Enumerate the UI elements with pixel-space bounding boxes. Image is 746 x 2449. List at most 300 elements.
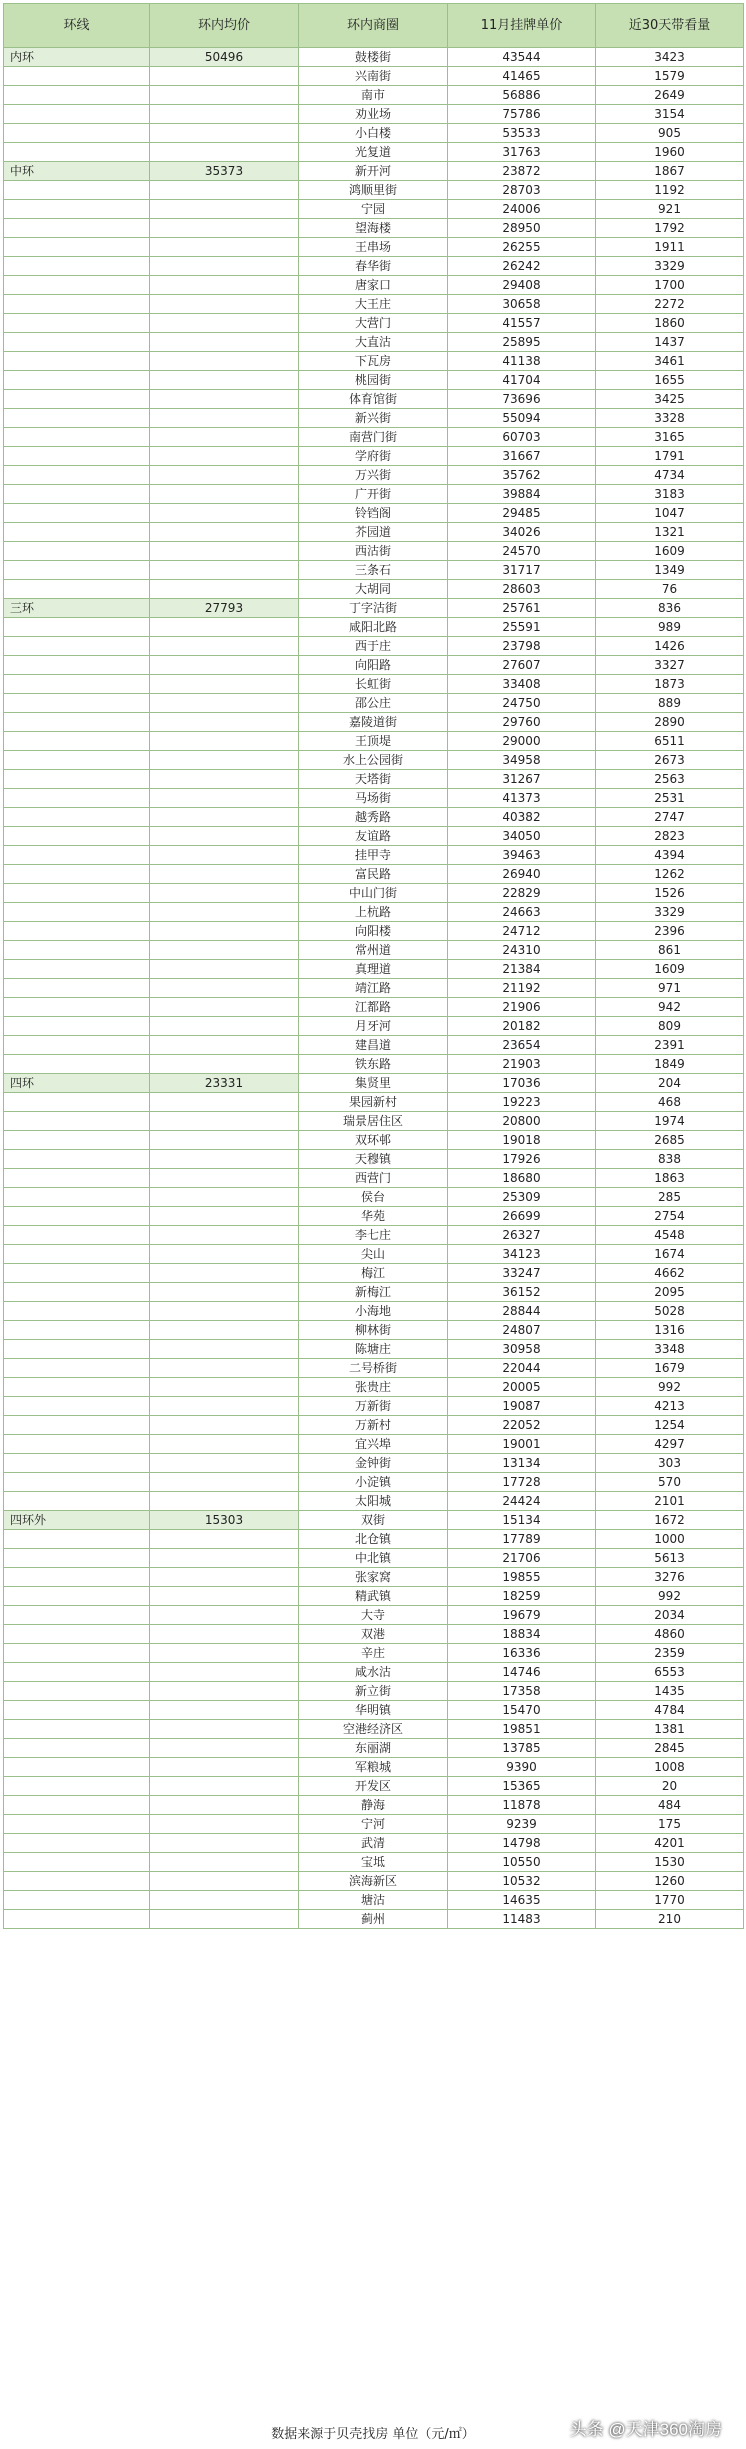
table-row [4, 276, 744, 295]
ring-cell [4, 713, 150, 732]
ring-cell: 中环 [4, 162, 150, 181]
district-cell: 咸水沽 [299, 1663, 448, 1682]
listing-price-cell: 33247 [448, 1264, 596, 1283]
ring-avg-price-cell [150, 1663, 299, 1682]
district-cell: 东丽湖 [299, 1739, 448, 1758]
ring-avg-price-cell [150, 1036, 299, 1055]
district-cell: 西沽街 [299, 542, 448, 561]
viewings-cell: 971 [596, 979, 744, 998]
ring-avg-price-cell [150, 466, 299, 485]
district-cell: 宝坻 [299, 1853, 448, 1872]
ring-cell [4, 1340, 150, 1359]
viewings-cell: 4734 [596, 466, 744, 485]
ring-cell [4, 1283, 150, 1302]
table-row [4, 447, 744, 466]
table-row [4, 1017, 744, 1036]
ring-avg-price-cell [150, 1910, 299, 1929]
table-row [4, 1739, 744, 1758]
ring-cell [4, 580, 150, 599]
district-cell: 友谊路 [299, 827, 448, 846]
listing-price-cell: 22829 [448, 884, 596, 903]
ring-avg-price-cell [150, 1245, 299, 1264]
viewings-cell: 1426 [596, 637, 744, 656]
viewings-cell: 1960 [596, 143, 744, 162]
ring-price-table [3, 3, 744, 1929]
listing-price-cell: 28603 [448, 580, 596, 599]
listing-price-cell: 13785 [448, 1739, 596, 1758]
table-row [4, 1853, 744, 1872]
ring-avg-price-cell [150, 1777, 299, 1796]
ring-cell [4, 409, 150, 428]
ring-cell [4, 618, 150, 637]
ring-avg-price-cell [150, 865, 299, 884]
ring-avg-price-cell [150, 409, 299, 428]
listing-price-cell: 35762 [448, 466, 596, 485]
district-cell: 西于庄 [299, 637, 448, 656]
listing-price-cell: 41373 [448, 789, 596, 808]
viewings-cell: 175 [596, 1815, 744, 1834]
listing-price-cell: 10550 [448, 1853, 596, 1872]
viewings-cell: 6553 [596, 1663, 744, 1682]
viewings-cell: 1254 [596, 1416, 744, 1435]
district-cell: 王顶堤 [299, 732, 448, 751]
district-cell: 铁东路 [299, 1055, 448, 1074]
district-cell: 新兴街 [299, 409, 448, 428]
district-cell: 丁字沽街 [299, 599, 448, 618]
table-row [4, 523, 744, 542]
listing-price-cell: 17728 [448, 1473, 596, 1492]
district-cell: 双港 [299, 1625, 448, 1644]
ring-avg-price-cell [150, 1454, 299, 1473]
ring-avg-price-cell [150, 1150, 299, 1169]
listing-price-cell: 22044 [448, 1359, 596, 1378]
viewings-cell: 3183 [596, 485, 744, 504]
table-row [4, 466, 744, 485]
listing-price-cell: 31763 [448, 143, 596, 162]
ring-avg-price-cell: 23331 [150, 1074, 299, 1093]
viewings-cell: 1849 [596, 1055, 744, 1074]
viewings-cell: 1672 [596, 1511, 744, 1530]
ring-cell [4, 200, 150, 219]
ring-avg-price-cell [150, 1625, 299, 1644]
listing-price-cell: 28703 [448, 181, 596, 200]
listing-price-cell: 19679 [448, 1606, 596, 1625]
ring-avg-price-cell [150, 333, 299, 352]
table-row [4, 1283, 744, 1302]
table-row [4, 1378, 744, 1397]
viewings-cell: 1674 [596, 1245, 744, 1264]
table-row [4, 162, 744, 181]
ring-avg-price-cell [150, 561, 299, 580]
district-cell: 武清 [299, 1834, 448, 1853]
district-cell: 华苑 [299, 1207, 448, 1226]
listing-price-cell: 20005 [448, 1378, 596, 1397]
viewings-cell: 1770 [596, 1891, 744, 1910]
listing-price-cell: 21192 [448, 979, 596, 998]
listing-price-cell: 24750 [448, 694, 596, 713]
listing-price-cell: 15134 [448, 1511, 596, 1530]
ring-avg-price-cell [150, 295, 299, 314]
ring-cell [4, 1378, 150, 1397]
district-cell: 梅江 [299, 1264, 448, 1283]
ring-avg-price-cell [150, 390, 299, 409]
table-row [4, 1530, 744, 1549]
ring-cell [4, 1188, 150, 1207]
district-cell: 金钟街 [299, 1454, 448, 1473]
ring-cell [4, 998, 150, 1017]
district-cell: 鼓楼街 [299, 48, 448, 67]
district-cell: 静海 [299, 1796, 448, 1815]
table-row [4, 618, 744, 637]
ring-cell [4, 1454, 150, 1473]
table-row [4, 1872, 744, 1891]
listing-price-cell: 19001 [448, 1435, 596, 1454]
table-row [4, 542, 744, 561]
table-row [4, 789, 744, 808]
ring-cell [4, 1093, 150, 1112]
district-cell: 南营门街 [299, 428, 448, 447]
district-cell: 新开河 [299, 162, 448, 181]
listing-price-cell: 18259 [448, 1587, 596, 1606]
ring-cell [4, 504, 150, 523]
ring-cell [4, 428, 150, 447]
district-cell: 果园新村 [299, 1093, 448, 1112]
listing-price-cell: 14635 [448, 1891, 596, 1910]
listing-price-cell: 11483 [448, 1910, 596, 1929]
viewings-cell: 861 [596, 941, 744, 960]
table-row [4, 1587, 744, 1606]
district-cell: 大直沽 [299, 333, 448, 352]
listing-price-cell: 26327 [448, 1226, 596, 1245]
table-row [4, 770, 744, 789]
district-cell: 柳林街 [299, 1321, 448, 1340]
ring-cell [4, 257, 150, 276]
ring-avg-price-cell [150, 922, 299, 941]
ring-avg-price-cell [150, 1549, 299, 1568]
district-cell: 天穆镇 [299, 1150, 448, 1169]
table-row [4, 371, 744, 390]
viewings-cell: 836 [596, 599, 744, 618]
viewings-cell: 4662 [596, 1264, 744, 1283]
district-cell: 北仓镇 [299, 1530, 448, 1549]
listing-price-cell: 23798 [448, 637, 596, 656]
listing-price-cell: 28950 [448, 219, 596, 238]
table-row [4, 561, 744, 580]
ring-cell [4, 1758, 150, 1777]
ring-cell [4, 884, 150, 903]
listing-price-cell: 73696 [448, 390, 596, 409]
district-cell: 集贤里 [299, 1074, 448, 1093]
viewings-cell: 1974 [596, 1112, 744, 1131]
district-cell: 挂甲寺 [299, 846, 448, 865]
table-row [4, 751, 744, 770]
table-row [4, 1169, 744, 1188]
district-cell: 水上公园街 [299, 751, 448, 770]
ring-avg-price-cell [150, 1815, 299, 1834]
header-ring: 环线 [4, 4, 150, 48]
table-row [4, 846, 744, 865]
table-row [4, 1910, 744, 1929]
district-cell: 太阳城 [299, 1492, 448, 1511]
table-row [4, 998, 744, 1017]
table-row [4, 1891, 744, 1910]
viewings-cell: 1609 [596, 960, 744, 979]
ring-avg-price-cell [150, 1568, 299, 1587]
listing-price-cell: 28844 [448, 1302, 596, 1321]
listing-price-cell: 25761 [448, 599, 596, 618]
ring-cell [4, 751, 150, 770]
ring-avg-price-cell [150, 542, 299, 561]
ring-cell [4, 1112, 150, 1131]
ring-cell [4, 1815, 150, 1834]
viewings-cell: 4297 [596, 1435, 744, 1454]
district-cell: 辛庄 [299, 1644, 448, 1663]
viewings-cell: 1349 [596, 561, 744, 580]
ring-avg-price-cell [150, 846, 299, 865]
viewings-cell: 2747 [596, 808, 744, 827]
ring-avg-price-cell [150, 1359, 299, 1378]
table-row [4, 1777, 744, 1796]
ring-cell [4, 694, 150, 713]
ring-cell [4, 1606, 150, 1625]
ring-avg-price-cell [150, 1207, 299, 1226]
ring-avg-price-cell [150, 1720, 299, 1739]
district-cell: 万兴街 [299, 466, 448, 485]
ring-cell [4, 124, 150, 143]
listing-price-cell: 25895 [448, 333, 596, 352]
ring-avg-price-cell [150, 181, 299, 200]
viewings-cell: 921 [596, 200, 744, 219]
table-row [4, 1473, 744, 1492]
viewings-cell: 2095 [596, 1283, 744, 1302]
watermark: 头条 @天津360淘房 [569, 2420, 722, 2439]
table-row [4, 1131, 744, 1150]
listing-price-cell: 34026 [448, 523, 596, 542]
ring-avg-price-cell [150, 314, 299, 333]
viewings-cell: 2034 [596, 1606, 744, 1625]
listing-price-cell: 17358 [448, 1682, 596, 1701]
listing-price-cell: 56886 [448, 86, 596, 105]
viewings-cell: 889 [596, 694, 744, 713]
ring-cell [4, 485, 150, 504]
table-row [4, 884, 744, 903]
ring-avg-price-cell [150, 979, 299, 998]
ring-avg-price-cell [150, 1302, 299, 1321]
listing-price-cell: 23872 [448, 162, 596, 181]
listing-price-cell: 26242 [448, 257, 596, 276]
ring-cell [4, 1530, 150, 1549]
listing-price-cell: 20800 [448, 1112, 596, 1131]
district-cell: 望海楼 [299, 219, 448, 238]
ring-avg-price-cell [150, 1796, 299, 1815]
viewings-cell: 2890 [596, 713, 744, 732]
district-cell: 大寺 [299, 1606, 448, 1625]
table-row [4, 181, 744, 200]
ring-avg-price-cell [150, 1834, 299, 1853]
ring-cell: 四环 [4, 1074, 150, 1093]
listing-price-cell: 22052 [448, 1416, 596, 1435]
listing-price-cell: 21384 [448, 960, 596, 979]
listing-price-cell: 19223 [448, 1093, 596, 1112]
ring-avg-price-cell [150, 751, 299, 770]
viewings-cell: 2673 [596, 751, 744, 770]
table-row [4, 1188, 744, 1207]
district-cell: 西营门 [299, 1169, 448, 1188]
listing-price-cell: 29000 [448, 732, 596, 751]
ring-avg-price-cell [150, 1473, 299, 1492]
viewings-cell: 1530 [596, 1853, 744, 1872]
ring-avg-price-cell [150, 67, 299, 86]
table-row [4, 1340, 744, 1359]
header-nov-listing-price: 11月挂牌单价 [448, 4, 596, 48]
ring-cell [4, 1150, 150, 1169]
ring-avg-price-cell [150, 1682, 299, 1701]
ring-avg-price-cell [150, 428, 299, 447]
ring-avg-price-cell: 35373 [150, 162, 299, 181]
district-cell: 劝业场 [299, 105, 448, 124]
ring-cell [4, 1226, 150, 1245]
district-cell: 宁河 [299, 1815, 448, 1834]
district-cell: 瑞景居住区 [299, 1112, 448, 1131]
ring-cell [4, 1397, 150, 1416]
district-cell: 王串场 [299, 238, 448, 257]
district-cell: 嘉陵道街 [299, 713, 448, 732]
viewings-cell: 3423 [596, 48, 744, 67]
district-cell: 江都路 [299, 998, 448, 1017]
table-row [4, 1606, 744, 1625]
district-cell: 咸阳北路 [299, 618, 448, 637]
ring-avg-price-cell [150, 1606, 299, 1625]
district-cell: 月牙河 [299, 1017, 448, 1036]
viewings-cell: 1679 [596, 1359, 744, 1378]
ring-cell [4, 1587, 150, 1606]
viewings-cell: 1873 [596, 675, 744, 694]
table-row [4, 903, 744, 922]
table-row [4, 808, 744, 827]
ring-avg-price-cell [150, 1112, 299, 1131]
table-row [4, 257, 744, 276]
ring-cell [4, 789, 150, 808]
ring-cell [4, 1264, 150, 1283]
viewings-cell: 2101 [596, 1492, 744, 1511]
listing-price-cell: 26699 [448, 1207, 596, 1226]
table-row [4, 143, 744, 162]
listing-price-cell: 40382 [448, 808, 596, 827]
viewings-cell: 1321 [596, 523, 744, 542]
table-row [4, 1093, 744, 1112]
ring-cell [4, 542, 150, 561]
listing-price-cell: 14746 [448, 1663, 596, 1682]
district-cell: 上杭路 [299, 903, 448, 922]
listing-price-cell: 41557 [448, 314, 596, 333]
viewings-cell: 4784 [596, 1701, 744, 1720]
listing-price-cell: 34050 [448, 827, 596, 846]
ring-cell [4, 1245, 150, 1264]
district-cell: 长虹街 [299, 675, 448, 694]
viewings-cell: 3154 [596, 105, 744, 124]
viewings-cell: 989 [596, 618, 744, 637]
listing-price-cell: 10532 [448, 1872, 596, 1891]
district-cell: 双环邨 [299, 1131, 448, 1150]
listing-price-cell: 31717 [448, 561, 596, 580]
viewings-cell: 2359 [596, 1644, 744, 1663]
listing-price-cell: 21706 [448, 1549, 596, 1568]
ring-cell [4, 1131, 150, 1150]
table-row [4, 1150, 744, 1169]
ring-cell [4, 808, 150, 827]
ring-avg-price-cell [150, 523, 299, 542]
viewings-cell: 468 [596, 1093, 744, 1112]
table-row [4, 1568, 744, 1587]
listing-price-cell: 17036 [448, 1074, 596, 1093]
viewings-cell: 1316 [596, 1321, 744, 1340]
table-row [4, 979, 744, 998]
table-row [4, 1701, 744, 1720]
district-cell: 常州道 [299, 941, 448, 960]
listing-price-cell: 34958 [448, 751, 596, 770]
viewings-cell: 5613 [596, 1549, 744, 1568]
table-row [4, 1454, 744, 1473]
ring-avg-price-cell [150, 808, 299, 827]
listing-price-cell: 21903 [448, 1055, 596, 1074]
listing-price-cell: 19087 [448, 1397, 596, 1416]
table-row [4, 48, 744, 67]
district-cell: 双街 [299, 1511, 448, 1530]
listing-price-cell: 13134 [448, 1454, 596, 1473]
ring-cell [4, 352, 150, 371]
table-row [4, 67, 744, 86]
viewings-cell: 3348 [596, 1340, 744, 1359]
ring-cell [4, 181, 150, 200]
district-cell: 小淀镇 [299, 1473, 448, 1492]
ring-avg-price-cell [150, 1264, 299, 1283]
ring-avg-price-cell [150, 1093, 299, 1112]
listing-price-cell: 60703 [448, 428, 596, 447]
ring-avg-price-cell [150, 1017, 299, 1036]
ring-cell [4, 1492, 150, 1511]
district-cell: 张家窝 [299, 1568, 448, 1587]
ring-avg-price-cell [150, 124, 299, 143]
listing-price-cell: 39463 [448, 846, 596, 865]
listing-price-cell: 26940 [448, 865, 596, 884]
ring-avg-price-cell [150, 1853, 299, 1872]
ring-cell [4, 86, 150, 105]
table-row [4, 1359, 744, 1378]
district-cell: 侯台 [299, 1188, 448, 1207]
district-cell: 唐家口 [299, 276, 448, 295]
table-row [4, 1036, 744, 1055]
ring-avg-price-cell [150, 1340, 299, 1359]
table-row [4, 390, 744, 409]
district-cell: 广开街 [299, 485, 448, 504]
listing-price-cell: 25591 [448, 618, 596, 637]
viewings-cell: 2823 [596, 827, 744, 846]
ring-avg-price-cell [150, 219, 299, 238]
table-row [4, 922, 744, 941]
ring-avg-price-cell [150, 1701, 299, 1720]
viewings-cell: 285 [596, 1188, 744, 1207]
listing-price-cell: 53533 [448, 124, 596, 143]
district-cell: 新立街 [299, 1682, 448, 1701]
ring-cell [4, 1321, 150, 1340]
listing-price-cell: 29408 [448, 276, 596, 295]
ring-avg-price-cell [150, 1739, 299, 1758]
table-row [4, 333, 744, 352]
district-cell: 中山门街 [299, 884, 448, 903]
district-cell: 军粮城 [299, 1758, 448, 1777]
table-row [4, 1758, 744, 1777]
listing-price-cell: 29485 [448, 504, 596, 523]
